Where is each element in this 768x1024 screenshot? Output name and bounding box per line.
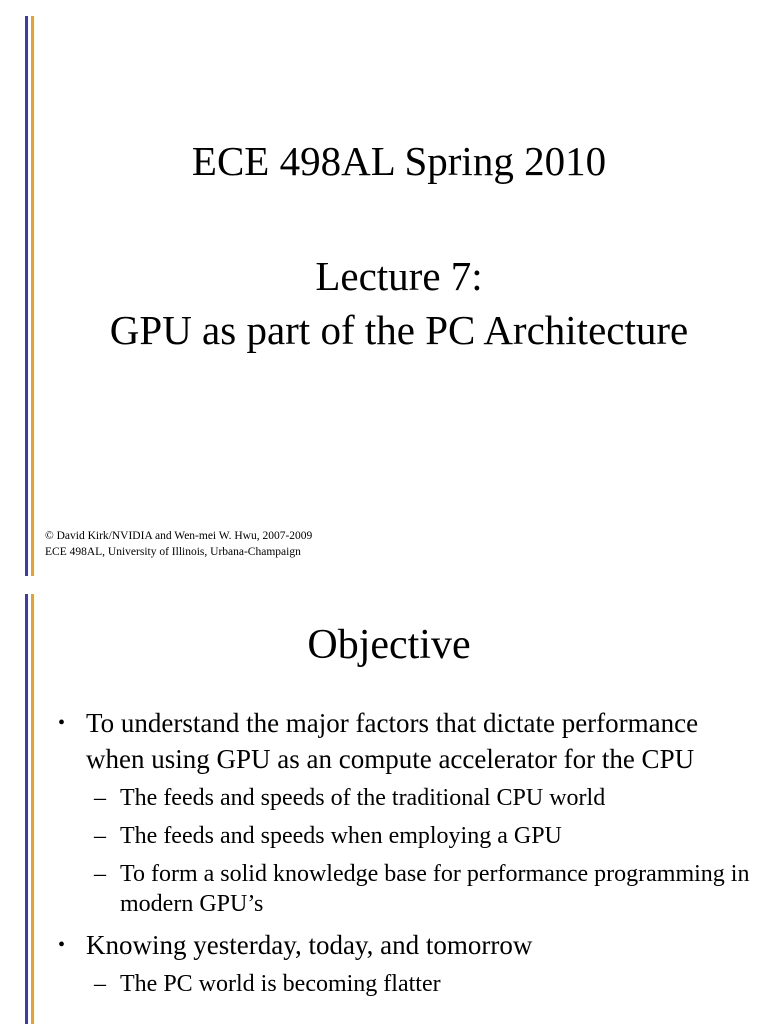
- sub-bullet-text: The PC world is becoming flatter: [120, 971, 441, 997]
- bullet-item: [58, 705, 758, 919]
- dash-icon: –: [94, 861, 106, 887]
- dash-icon: –: [94, 785, 106, 811]
- bullet-text: Knowing yesterday, today, and tomorrow: [86, 930, 533, 960]
- lecture-number: Lecture 7:: [315, 253, 483, 299]
- lecture-topic: GPU as part of the PC Architecture: [109, 307, 689, 353]
- sub-bullet-text: The feeds and speeds when employing a GPU: [120, 823, 562, 849]
- bullet-text: To understand the major factors that dictate performance when using GPU as an compute accelerator for the CPU: [86, 708, 699, 774]
- sub-bullet-text: To form a solid knowledge base for performance programming in modern GPU’s: [120, 861, 750, 917]
- dash-icon: –: [94, 823, 106, 849]
- course-title: ECE 498AL Spring 2010: [191, 138, 607, 184]
- bullet-list: [58, 705, 758, 1007]
- sub-bullet-list: [86, 783, 758, 919]
- sub-bullet-item: [86, 821, 758, 851]
- bullet-item: [58, 927, 758, 999]
- sub-bullet-list: [86, 969, 758, 999]
- course-affiliation-line: ECE 498AL, University of Illinois, Urbana-Champaign: [45, 545, 301, 558]
- bullet-dot-icon: •: [58, 934, 66, 956]
- sub-bullet-text: The feeds and speeds of the traditional CPU world: [120, 785, 606, 811]
- sub-bullet-item: [86, 783, 758, 813]
- sub-bullet-item: [86, 969, 758, 999]
- sub-bullet-item: [86, 859, 758, 919]
- lecture-title: [0, 249, 768, 357]
- objective-slide: [0, 588, 768, 1024]
- bullet-dot-icon: •: [58, 712, 66, 734]
- copyright-footer: [45, 529, 365, 560]
- copyright-line: © David Kirk/NVIDIA and Wen-mei W. Hwu, 2007-2009: [45, 530, 313, 542]
- slide-title: Objective: [307, 622, 471, 668]
- dash-icon: –: [94, 971, 106, 997]
